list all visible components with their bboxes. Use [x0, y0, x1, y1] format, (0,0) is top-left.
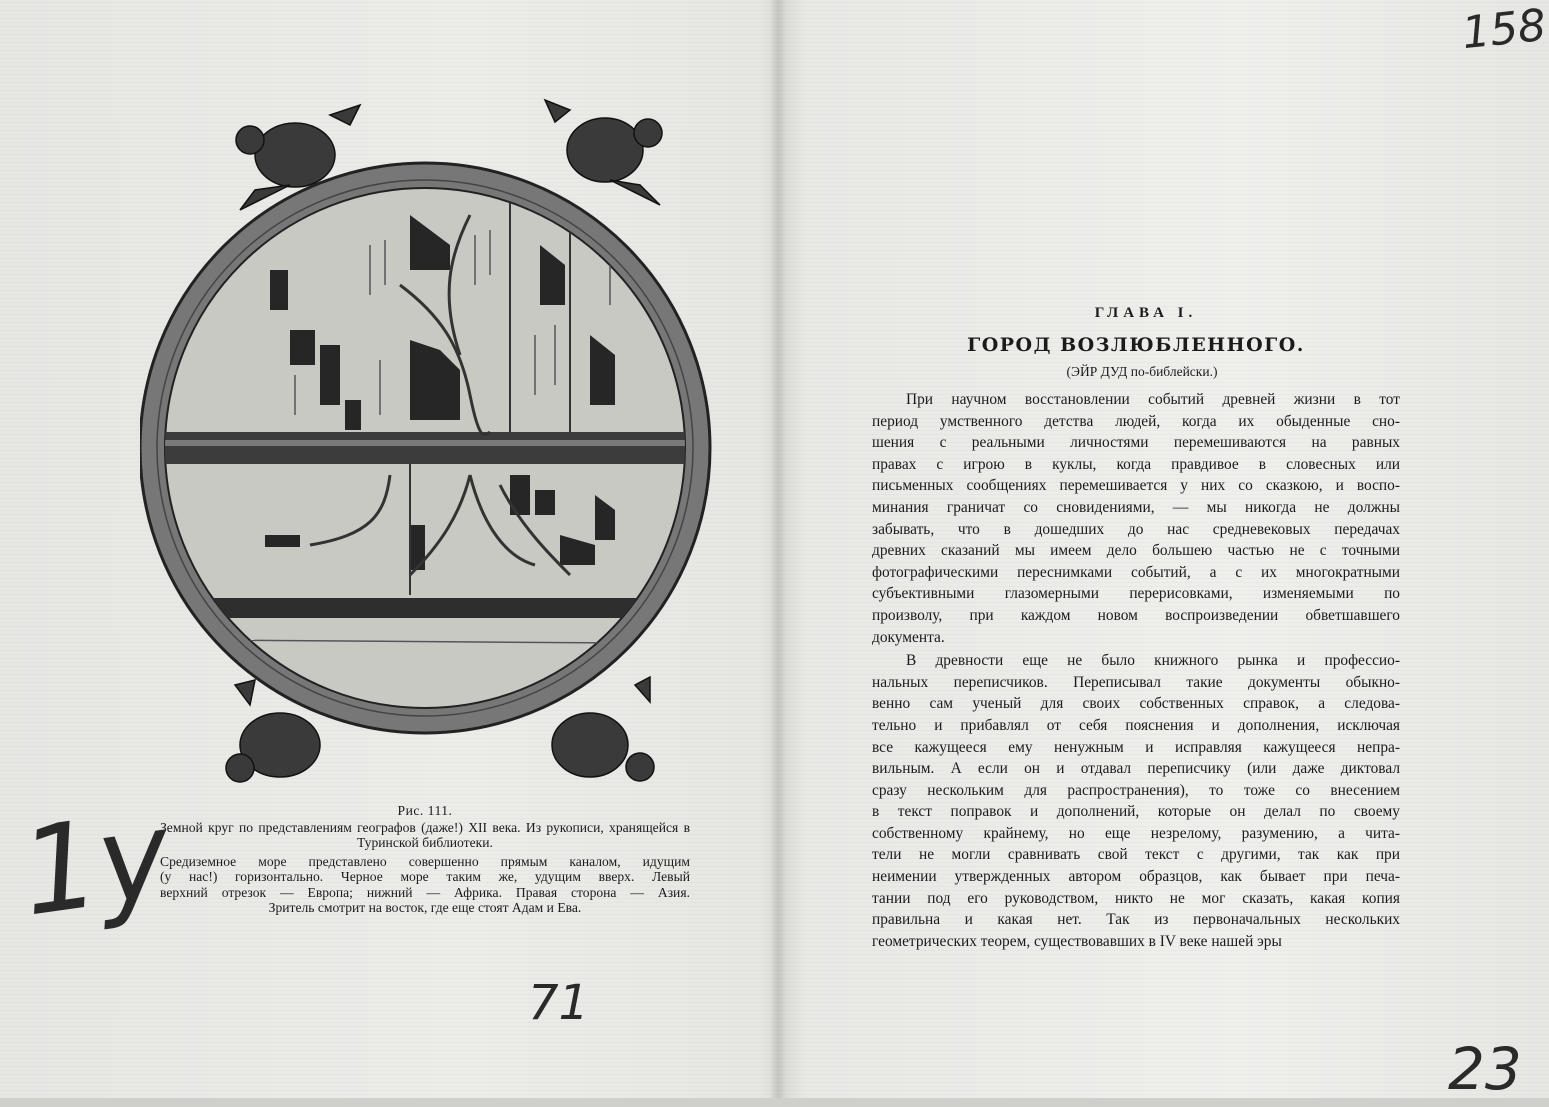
figure-title: Земной круг по представлениям географов (даже!) XII века. Из рукописи, хранящейся в Туринской библиотеки.	[160, 819, 690, 850]
handwritten-corner-number: 23	[1448, 1035, 1522, 1103]
text-line: субъективными глазомерными перерисовками, изменяемыми по	[872, 585, 1400, 603]
text-line: забывать, что в дошедших до нас средневековых передачах	[872, 520, 1400, 538]
text-line: правах с игрою в куклы, когда правдивое в словесных или	[872, 455, 1400, 473]
figure-number: Рис. 111.	[397, 803, 453, 818]
figure-description-line: верхний отрезок — Европа; нижний — Африка. Правая сторона — Азия.	[160, 884, 690, 900]
handwritten-left-note: 1y	[12, 785, 179, 944]
paragraph-1	[872, 389, 1400, 648]
text-line: При научном восстановлении событий древней жизни в тот	[906, 391, 1400, 408]
text-line: минания граничат со сновидениями, — мы никогда не должны	[872, 498, 1400, 516]
text-line: нальных переписчиков. Переписывал такие документы обыкно-	[872, 673, 1400, 691]
text-line: тании под его руководством, никто не мог сказать, какая копия	[872, 889, 1400, 907]
chapter-text-page	[872, 305, 1400, 952]
text-line: венно сам ученый для своих собственных справок, а следова-	[872, 695, 1400, 713]
text-line: письменных сообщениях перемешивается у них со сказкою, и воспо-	[872, 477, 1400, 495]
text-line: собственному крайнему, но еще незрелому, разумению, а чита-	[872, 824, 1400, 842]
world-map-illustration	[140, 95, 720, 795]
text-line: В древности еще не было книжного рынка и профессио-	[906, 652, 1400, 670]
page-edge	[0, 1098, 1549, 1107]
text-line: фотографическими переснимками событий, а с их многократными	[872, 563, 1400, 581]
text-line: произволу, при каждом новом воспроизведении обветшавшего	[872, 606, 1400, 624]
paragraph-2	[872, 650, 1400, 952]
text-line: период умственного детства людей, когда их обыденные сно-	[872, 412, 1400, 430]
figure-description-line: (у нас!) горизонтально. Черное море таким же, удущим вверх. Левый	[160, 869, 690, 884]
text-line: документа.	[872, 628, 945, 646]
handwritten-bottom-note: 71	[528, 975, 590, 1031]
text-line: шения с реальными личностями перемешиваются на равных	[872, 434, 1400, 452]
figure-description-line: Зритель смотрит на восток, где еще стоят Адам и Ева.	[268, 900, 582, 915]
text-line: правильна и какая нет. Так из первоначальных нескольких	[872, 911, 1400, 929]
chapter-title: ГОРОД ВОЗЛЮБЛЕННОГО.	[967, 334, 1305, 356]
figure-description-line: Средиземное море представлено совершенно прямым каналом, идущим	[160, 853, 690, 869]
text-line: тельно и прибавлял от себя пояснения и дополнения, исключая	[872, 716, 1400, 734]
text-line: все кажущееся ему ненужным и исправляя кажущееся непра-	[872, 738, 1400, 756]
text-line: тели не могли сравнивать свой текст с другими, так как при	[872, 846, 1400, 864]
text-line: сразу нескольким для распространения), то тоже со внесением	[872, 781, 1400, 799]
figure-caption	[160, 803, 690, 916]
wind-figure-top-right	[545, 100, 662, 205]
text-line: вильным. А если он и отдавал переписчику (или даже диктовал	[872, 760, 1400, 778]
handwritten-page-number: 158	[1459, 0, 1549, 60]
figure-description	[160, 854, 690, 916]
text-line: геометрических теорем, существовавших в IV веке нашей эры	[872, 932, 1282, 950]
book-gutter	[770, 0, 786, 1107]
text-line: в текст поправок и дополнений, которые он делал по своему	[872, 803, 1400, 821]
chapter-label: ГЛАВА I.	[1094, 305, 1198, 321]
chapter-subtitle: (ЭЙР ДУД по-библейски.)	[1066, 364, 1218, 379]
text-line: неимении утвержденных автором образцов, как бывает при печа-	[872, 868, 1400, 886]
mediterranean-channel	[150, 432, 710, 464]
text-line: древних сказаний мы имеем дело большею частью не с точными	[872, 542, 1400, 560]
